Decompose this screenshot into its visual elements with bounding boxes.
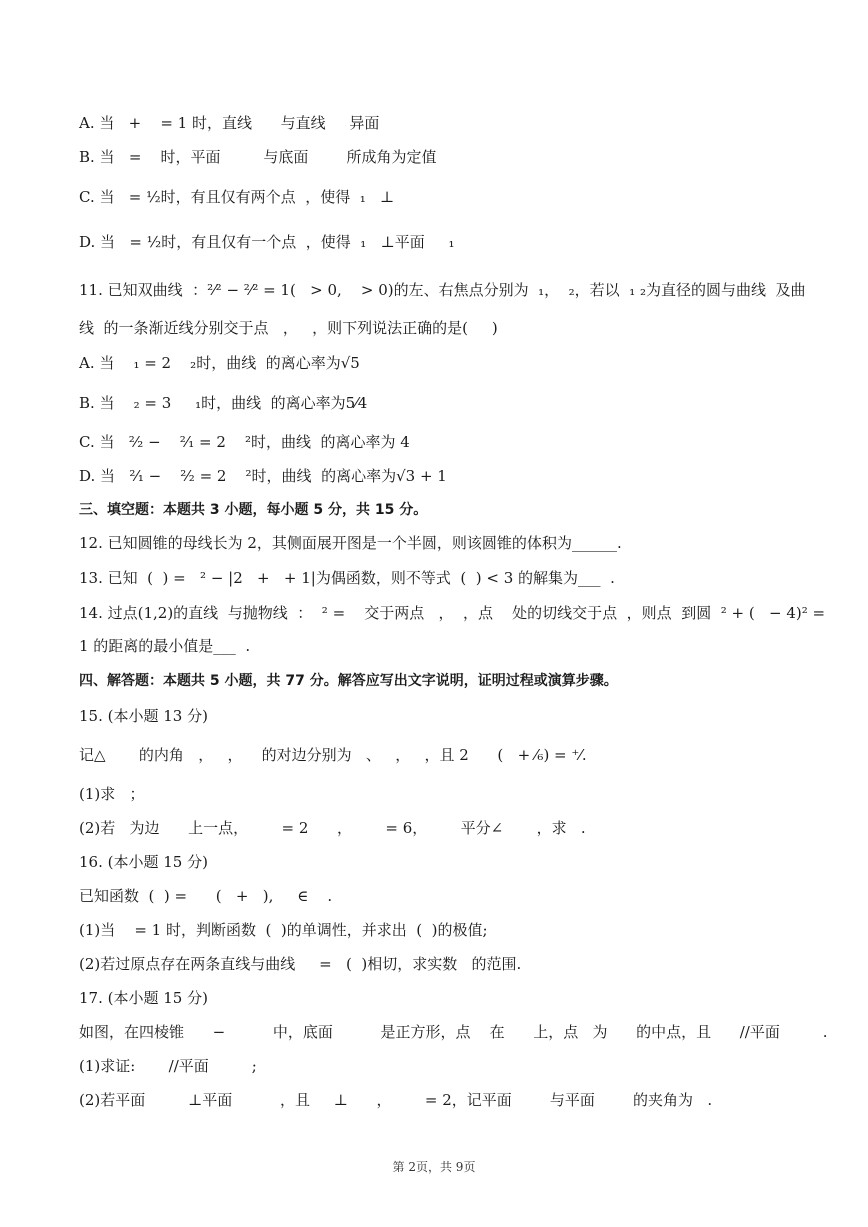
option-11a: A. 当 ₁ = 2 ₂时，曲线 的离心率为√5: [79, 354, 360, 372]
option-10b: B. 当 = 时，平面 与底面 所成角为定值: [79, 148, 437, 166]
question-14-line-1: 14. 过点(1,2)的直线 与抛物线 ： ² = 交于两点 ， ，点 处的切线交于点 ，则点 到圆 ² + ( − 4)² =: [79, 604, 826, 622]
question-14-line-2: 1 的距离的最小值是___ .: [79, 637, 251, 655]
section-heading-fill-in: 三、填空题：本题共 3 小题，每小题 5 分，共 15 分。: [79, 502, 428, 518]
option-10a: A. 当 + = 1 时，直线 与直线 异面: [79, 114, 380, 132]
question-16-header: 16. (本小题 15 分): [79, 853, 208, 871]
option-11c: C. 当 ²⁄₂ − ²⁄₁ = 2 ²时，曲线 的离心率为 4: [79, 433, 410, 451]
question-15-part-1: (1)求 ；: [79, 785, 145, 803]
question-17-stem: 如图，在四棱锥 − 中，底面 是正方形，点 在 上，点 为 的中点，且 //平面 .: [79, 1023, 828, 1041]
option-10c: C. 当 = ½时，有且仅有两个点 ，使得 ₁ ⊥: [79, 188, 395, 206]
page-footer: 第 2页，共 9页: [392, 1160, 476, 1174]
question-17-header: 17. (本小题 15 分): [79, 989, 208, 1007]
question-13: 13. 已知 ( ) = ² − |2 + + 1|为偶函数，则不等式 ( ) < 3 的解集为___ .: [79, 569, 615, 587]
question-15-header: 15. (本小题 13 分): [79, 707, 208, 725]
question-11-line-2: 线 的一条渐近线分别交于点 ， ，则下列说法正确的是( ): [79, 319, 498, 337]
question-17-part-1: (1)求证: //平面 ;: [79, 1057, 257, 1075]
question-15-stem: 记△ 的内角 ， ， 的对边分别为 、 ， ，且 2 ( + ⁄₆) = ⁺⁄.: [79, 746, 587, 764]
question-12: 12. 已知圆锥的母线长为 2，其侧面展开图是一个半圆，则该圆锥的体积为______.: [79, 534, 622, 552]
option-11d: D. 当 ²⁄₁ − ²⁄₂ = 2 ²时，曲线 的离心率为√3 + 1: [79, 467, 447, 485]
question-15-part-2: (2)若 为边 上一点， = 2 ， = 6， 平分∠ ，求 .: [79, 819, 586, 837]
question-16-stem: 已知函数 ( ) = ( + ), ∈ .: [79, 887, 333, 905]
option-11b: B. 当 ₂ = 3 ₁时，曲线 的离心率为5⁄4: [79, 394, 368, 412]
question-16-part-1: (1)当 = 1 时，判断函数 ( )的单调性，并求出 ( )的极值;: [79, 921, 488, 939]
question-16-part-2: (2)若过原点存在两条直线与曲线 = ( )相切，求实数 的范围.: [79, 955, 522, 973]
question-17-part-2: (2)若平面 ⊥平面 ，且 ⊥ ， = 2，记平面 与平面 的夹角为 .: [79, 1091, 713, 1109]
option-10d: D. 当 = ½时，有且仅有一个点 ，使得 ₁ ⊥平面 ₁: [79, 233, 455, 251]
question-11-line-1: 11. 已知双曲线 ：²⁄² − ²⁄² = 1( > 0, > 0)的左、右焦点分别为 ₁， ₂，若以 ₁ ₂为直径的圆与曲线 及曲: [79, 281, 806, 299]
section-heading-solutions: 四、解答题：本题共 5 小题，共 77 分。解答应写出文字说明，证明过程或演算步骤。: [79, 673, 618, 689]
